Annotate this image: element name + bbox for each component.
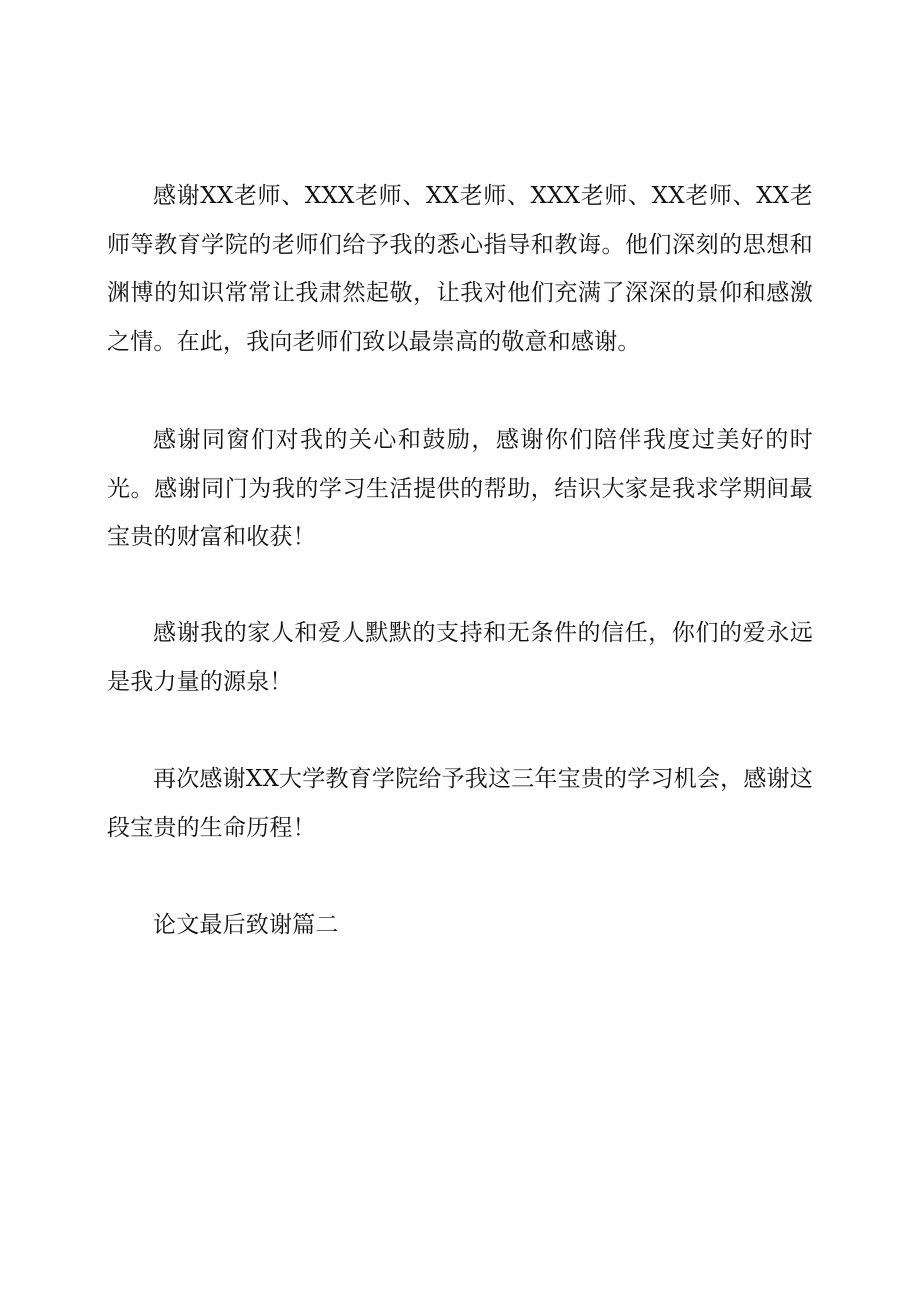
paragraph-thanks-family: 感谢我的家人和爱人默默的支持和无条件的信任，你们的爱永远是我力量的源泉！ xyxy=(107,620,813,695)
paragraph-thanks-teachers: 感谢XX老师、XXX老师、XX老师、XXX老师、XX老师、XX老师等教育学院的老师们给予我的悉心指导和教诲。他们深刻的思想和渊博的知识常常让我肃然起敬，让我对他们充满了深深的景仰和感激之情。在此，我向老师们致以最崇高的敬意和感谢。 xyxy=(107,183,813,355)
paragraph-thanks-classmates: 感谢同窗们对我的关心和鼓励，感谢你们陪伴我度过美好的时光。感谢同门为我的学习生活提供的帮助，结识大家是我求学期间最宝贵的财富和收获！ xyxy=(107,427,813,550)
paragraph-thanks-university: 再次感谢XX大学教育学院给予我这三年宝贵的学习机会，感谢这段宝贵的生命历程！ xyxy=(107,766,813,841)
section-heading: 论文最后致谢篇二 xyxy=(153,912,339,938)
